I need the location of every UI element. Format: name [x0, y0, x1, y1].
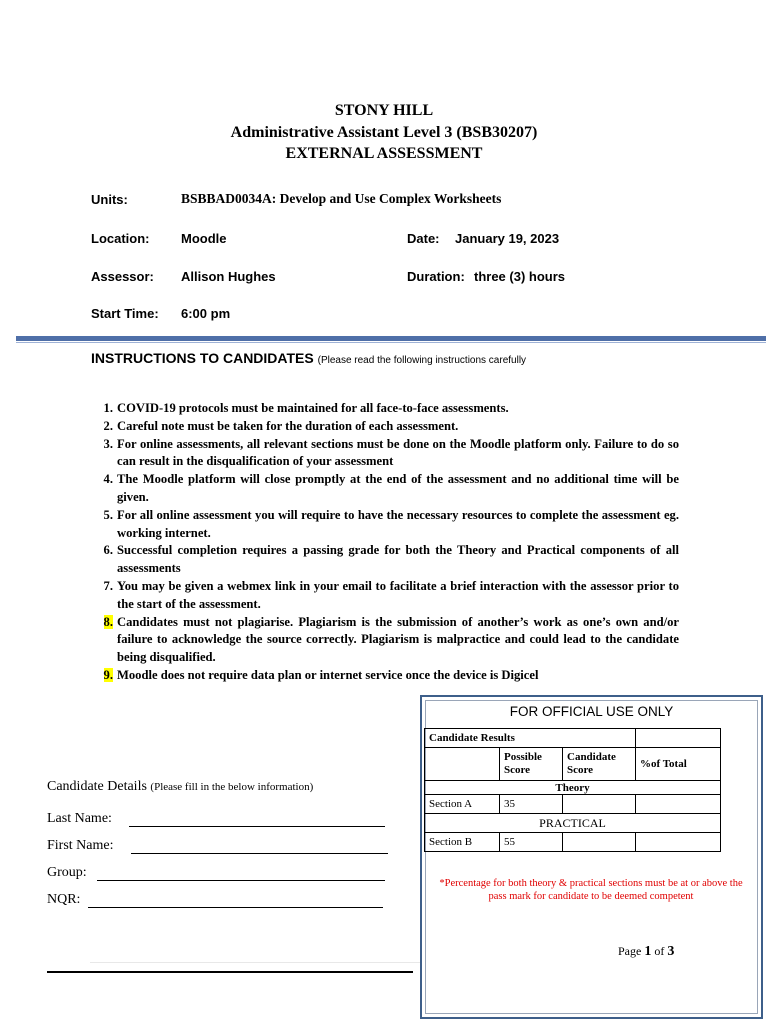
instructions-note: (Please read the following instructions carefully	[317, 355, 527, 366]
last-name-label: Last Name:	[47, 811, 112, 826]
first-name-field[interactable]	[131, 853, 388, 854]
section-a-candidate-input[interactable]	[563, 795, 636, 814]
faint-rule	[90, 962, 420, 963]
signature-line	[47, 971, 413, 973]
table-cell	[563, 729, 636, 748]
table-row	[425, 729, 721, 748]
instruction-text: The Moodle platform will close promptly at the end of the assessment and no additional time will be given.	[117, 472, 679, 504]
date-value: January 19, 2023	[455, 231, 560, 246]
instruction-text: You may be given a webmex link in your email to facilitate a brief interaction with the assessor prior to the start of the assessment.	[117, 578, 679, 611]
instruction-item	[91, 471, 679, 507]
candidate-details-heading	[47, 779, 313, 795]
table-row	[425, 795, 721, 814]
official-use-title: FOR OFFICIAL USE ONLY	[509, 704, 674, 719]
instruction-text: Moodle does not require data plan or internet service once the device is Digicel	[117, 667, 539, 682]
pass-mark-note: *Percentage for both theory & practical sections must be at or above the pass mark for candidate to be deemed competent	[439, 878, 743, 902]
results-table	[424, 728, 721, 852]
col-percent-total: %of Total	[636, 748, 721, 781]
instruction-text: Successful completion requires a passing grade for both the Theory and Practical components of all assessments	[117, 543, 679, 576]
instruction-text: For all online assessment you will require to have the necessary resources to complete the assessment eg. working internet.	[117, 507, 679, 540]
units-value: BSBBAD0034A: Develop and Use Complex Worksheets	[181, 191, 502, 206]
instruction-number: 2.	[103, 418, 113, 433]
title-school: STONY HILL	[334, 102, 434, 119]
nqr-field[interactable]	[88, 907, 383, 908]
instruction-number-highlighted	[91, 667, 113, 685]
section-a-percent-input[interactable]	[636, 795, 721, 814]
instruction-item	[91, 667, 679, 685]
section-a-possible: 35	[500, 795, 563, 814]
page-current: 1	[644, 944, 652, 959]
instruction-item	[91, 400, 679, 418]
instruction-item	[91, 542, 679, 578]
page-of: of	[654, 944, 665, 958]
results-label: Candidate Results	[425, 729, 563, 748]
instruction-number: 8.	[103, 614, 113, 629]
table-row	[425, 748, 721, 781]
instruction-number: 7.	[103, 578, 113, 593]
candidate-heading-text: Candidate Details	[47, 779, 147, 794]
instruction-item	[91, 436, 679, 472]
instruction-text: Careful note must be taken for the duration of each assessment.	[117, 418, 459, 433]
group-label: Group:	[47, 865, 87, 880]
table-row	[425, 814, 721, 833]
table-cell	[425, 748, 500, 781]
section-divider-shadow	[16, 342, 766, 343]
assessor-label: Assessor:	[91, 269, 154, 284]
section-divider	[16, 336, 766, 341]
date-label: Date:	[407, 231, 440, 246]
instruction-text: For online assessments, all relevant sections must be done on the Moodle platform only. Failure to do so can result in the disqualification of your assessment	[117, 436, 679, 469]
duration-label: Duration:	[407, 269, 465, 284]
title-course: Administrative Assistant Level 3 (BSB30207)	[230, 124, 538, 141]
instruction-item	[91, 418, 679, 436]
location-value: Moodle	[181, 231, 227, 246]
instruction-item	[91, 507, 679, 543]
instruction-number-highlighted	[91, 614, 113, 632]
start-label: Start Time:	[91, 306, 159, 321]
col-possible-score: Possible Score	[500, 748, 563, 781]
page-number	[618, 944, 674, 960]
section-a-label: Section A	[425, 795, 500, 814]
section-b-label: Section B	[425, 833, 500, 852]
instruction-number: 9.	[103, 667, 113, 682]
assessor-value: Allison Hughes	[181, 269, 276, 284]
instruction-number: 3.	[103, 436, 113, 451]
instructions-heading	[91, 350, 526, 366]
table-cell	[636, 729, 721, 748]
instruction-number: 6.	[103, 543, 113, 558]
nqr-label: NQR:	[47, 892, 81, 907]
instruction-text: COVID-19 protocols must be maintained for all face-to-face assessments.	[117, 401, 509, 415]
page-prefix: Page	[618, 944, 642, 958]
section-b-candidate-input[interactable]	[563, 833, 636, 852]
instruction-item	[91, 578, 679, 614]
instruction-number: 5.	[103, 507, 113, 522]
theory-header: Theory	[425, 781, 721, 795]
start-value: 6:00 pm	[181, 306, 231, 321]
units-label: Units:	[91, 192, 128, 207]
instruction-number: 4.	[103, 472, 113, 487]
duration-value: three (3) hours	[474, 269, 566, 284]
col-candidate-score: Candidate Score	[563, 748, 636, 781]
location-label: Location:	[91, 231, 150, 246]
instructions-list	[91, 400, 679, 685]
instruction-item	[91, 614, 679, 667]
last-name-field[interactable]	[129, 826, 385, 827]
practical-header: PRACTICAL	[425, 814, 721, 833]
instruction-text: Candidates must not plagiarise. Plagiarism is the submission of another’s work as one’s own and/or failure to acknowledge the source correctly. Plagiarism is malpractice and could lead to the candidate being disqualified.	[117, 614, 679, 665]
section-b-percent-input[interactable]	[636, 833, 721, 852]
instruction-number: 1.	[103, 401, 113, 415]
candidate-heading-note: (Please fill in the below information)	[150, 781, 314, 793]
table-row	[425, 781, 721, 795]
group-field[interactable]	[97, 880, 385, 881]
first-name-label: First Name:	[47, 838, 114, 853]
page-total: 3	[667, 944, 675, 959]
section-b-possible: 55	[500, 833, 563, 852]
instructions-heading-text: INSTRUCTIONS TO CANDIDATES	[91, 350, 314, 366]
table-row	[425, 833, 721, 852]
title-assessment: EXTERNAL ASSESSMENT	[285, 145, 483, 162]
